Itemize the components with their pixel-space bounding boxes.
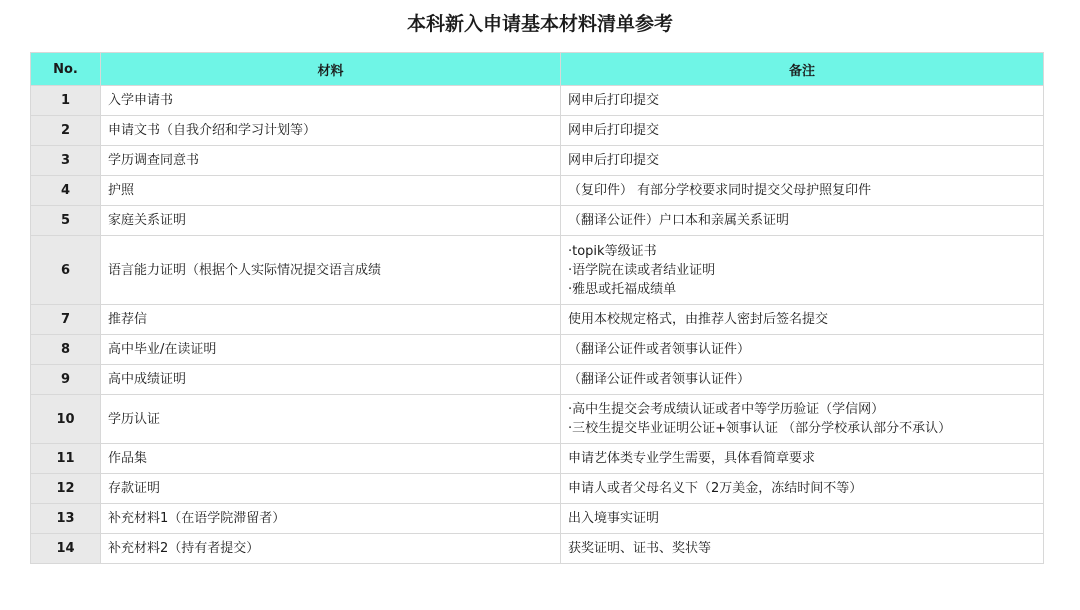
header-material: 材料 <box>101 53 561 86</box>
header-note: 备注 <box>561 53 1044 86</box>
header-no: No. <box>31 53 101 86</box>
table-row <box>31 365 1044 395</box>
row-note <box>561 534 1044 564</box>
row-note <box>561 395 1044 444</box>
row-note-line: 申请艺体类专业学生需要，具体看简章要求 <box>568 451 816 466</box>
row-material: 学历调查同意书 <box>101 146 561 176</box>
row-note <box>561 444 1044 474</box>
row-material: 补充材料1（在语学院滞留者） <box>101 504 561 534</box>
table-row <box>31 116 1044 146</box>
materials-table <box>30 52 1044 564</box>
table-row <box>31 335 1044 365</box>
row-note-line: （翻译公证件或者领事认证件） <box>568 342 751 357</box>
row-note <box>561 335 1044 365</box>
row-note-line: 申请人或者父母名义下（2万美金，冻结时间不等） <box>568 481 863 496</box>
row-note <box>561 504 1044 534</box>
row-material: 补充材料2（持有者提交） <box>101 534 561 564</box>
row-note <box>561 176 1044 206</box>
row-note-line: （复印件） 有部分学校要求同时提交父母护照复印件 <box>568 183 872 198</box>
table-row <box>31 206 1044 236</box>
table-row <box>31 534 1044 564</box>
row-number: 5 <box>31 206 101 236</box>
table-row <box>31 395 1044 444</box>
row-material: 存款证明 <box>101 474 561 504</box>
row-note <box>561 365 1044 395</box>
row-note-line: ·topik等级证书 <box>568 243 657 259</box>
row-number: 2 <box>31 116 101 146</box>
row-note-line: （翻译公证件）户口本和亲属关系证明 <box>568 213 790 228</box>
table-row <box>31 504 1044 534</box>
row-note-line: ·语学院在读或者结业证明 <box>568 262 716 278</box>
row-note-line: 出入境事实证明 <box>568 511 660 526</box>
row-note-line: 网申后打印提交 <box>568 123 660 138</box>
row-note <box>561 146 1044 176</box>
row-note <box>561 86 1044 116</box>
table-body <box>31 86 1044 564</box>
row-note <box>561 305 1044 335</box>
row-number: 11 <box>31 444 101 474</box>
row-number: 14 <box>31 534 101 564</box>
row-note-line: 网申后打印提交 <box>568 93 660 108</box>
row-note <box>561 236 1044 305</box>
row-note-line: ·三校生提交毕业证明公证+领事认证 （部分学校承认部分不承认） <box>568 421 952 436</box>
table-row <box>31 146 1044 176</box>
row-number: 6 <box>31 236 101 305</box>
row-material: 高中成绩证明 <box>101 365 561 395</box>
row-note-line: ·雅思或托福成绩单 <box>568 281 677 297</box>
row-number: 10 <box>31 395 101 444</box>
table-row <box>31 444 1044 474</box>
row-note-line: 网申后打印提交 <box>568 153 660 168</box>
row-material: 申请文书（自我介绍和学习计划等） <box>101 116 561 146</box>
row-note <box>561 474 1044 504</box>
row-number: 13 <box>31 504 101 534</box>
row-material: 护照 <box>101 176 561 206</box>
row-note-line: ·高中生提交会考成绩认证或者中等学历验证（学信网） <box>568 402 885 417</box>
row-note <box>561 116 1044 146</box>
table-row <box>31 236 1044 305</box>
table-header-row <box>31 53 1044 86</box>
row-number: 3 <box>31 146 101 176</box>
row-number: 1 <box>31 86 101 116</box>
row-number: 12 <box>31 474 101 504</box>
table-row <box>31 474 1044 504</box>
row-note <box>561 206 1044 236</box>
row-material: 高中毕业/在读证明 <box>101 335 561 365</box>
row-material: 学历认证 <box>101 395 561 444</box>
row-material: 家庭关系证明 <box>101 206 561 236</box>
row-note-line: （翻译公证件或者领事认证件） <box>568 372 751 387</box>
row-material: 语言能力证明（根据个人实际情况提交语言成绩 <box>101 236 561 305</box>
table-row <box>31 176 1044 206</box>
table-row <box>31 305 1044 335</box>
row-number: 4 <box>31 176 101 206</box>
row-material: 入学申请书 <box>101 86 561 116</box>
row-number: 9 <box>31 365 101 395</box>
page-title: 本科新入申请基本材料清单参考 <box>406 13 673 35</box>
table-row <box>31 86 1044 116</box>
row-number: 8 <box>31 335 101 365</box>
row-number: 7 <box>31 305 101 335</box>
row-note-line: 获奖证明、证书、奖状等 <box>568 541 712 556</box>
row-note-line: 使用本校规定格式，由推荐人密封后签名提交 <box>568 312 829 327</box>
row-material: 推荐信 <box>101 305 561 335</box>
row-material: 作品集 <box>101 444 561 474</box>
